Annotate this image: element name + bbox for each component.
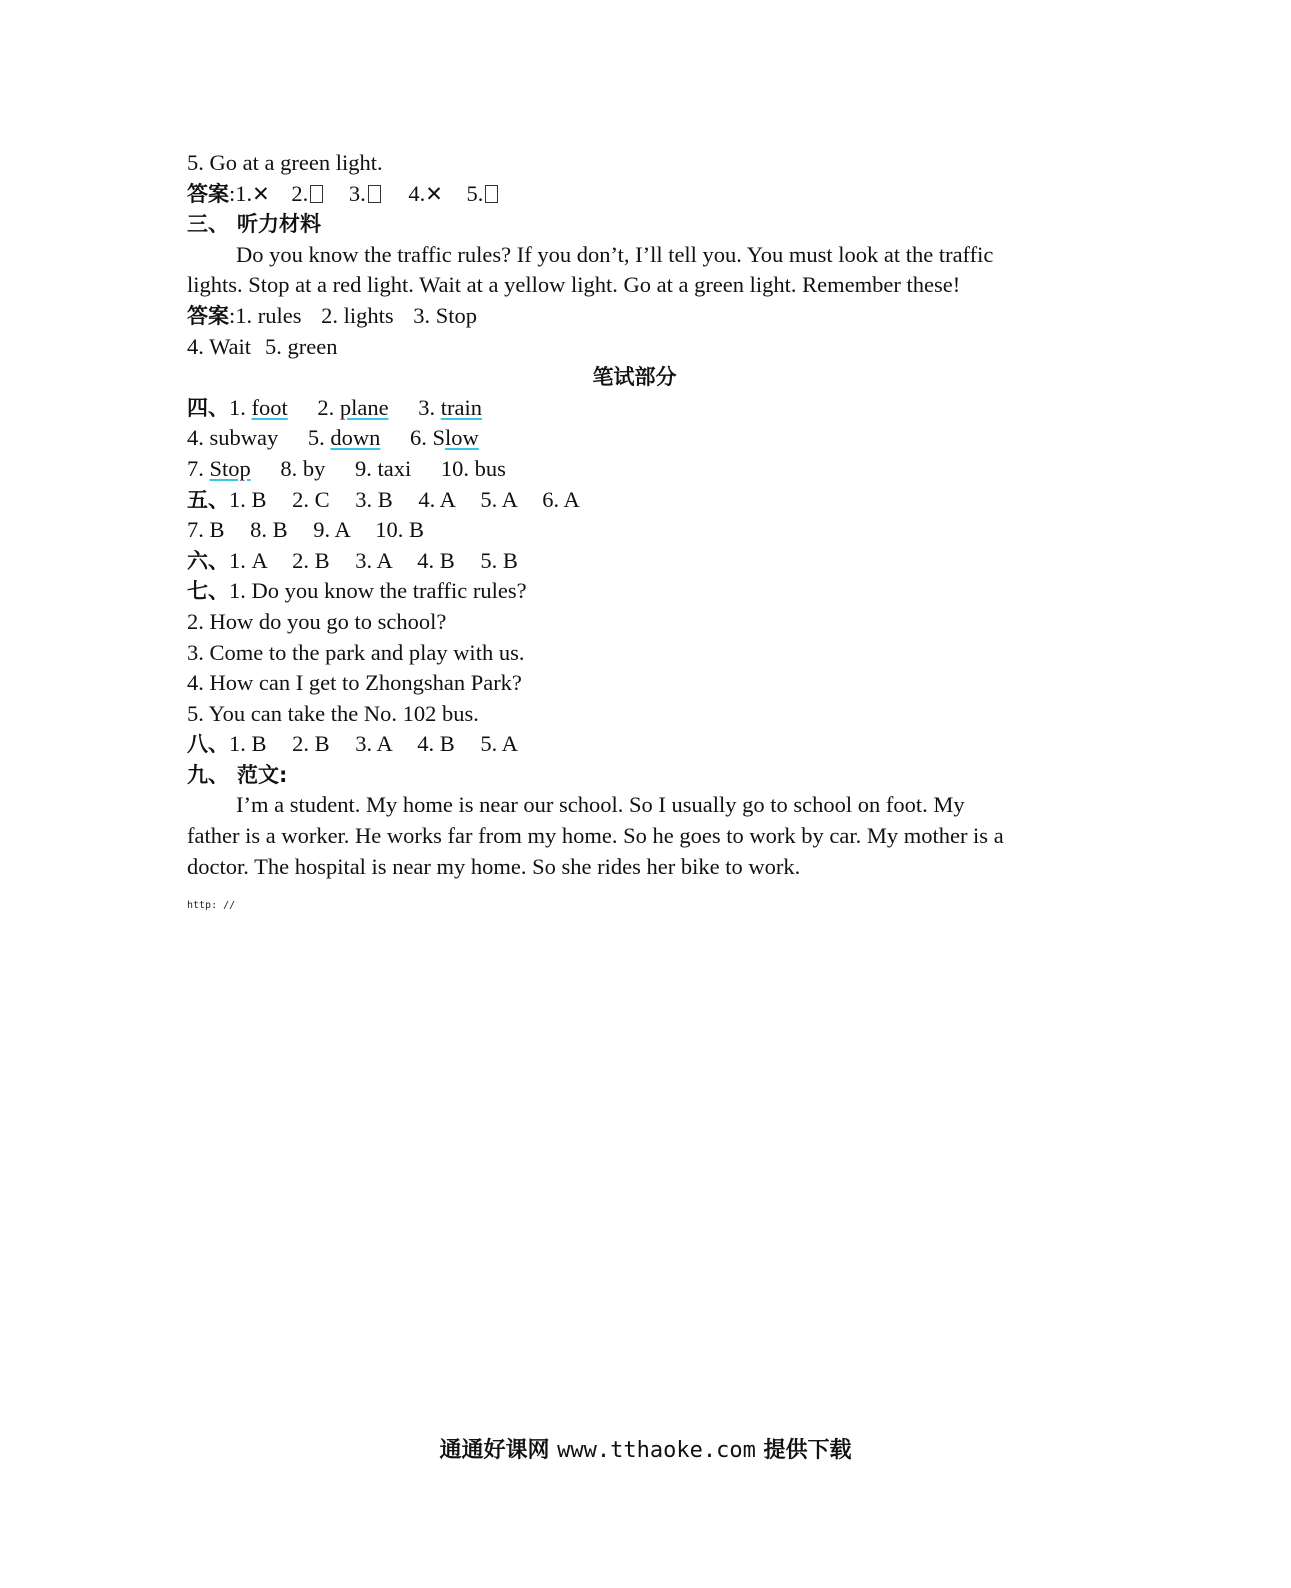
section-7-sentence-1: 七、1. Do you know the traffic rules? [187, 578, 527, 604]
footer-domain-link[interactable]: www.tthaoke.com [557, 1438, 756, 1463]
passage-line-2: lights. Stop at a red light. Wait at a yellow light. Go at a green light. Remember these! [187, 272, 961, 298]
section-3-heading: 三、 听力材料 [187, 212, 321, 237]
section-9-heading: 九、 范文: [187, 762, 288, 787]
cross-icon: ✕ [425, 181, 443, 206]
section-7-sentence-4: 4. How can I get to Zhongshan Park? [187, 670, 522, 696]
answer-label: 答案 [187, 303, 229, 328]
answer-row-part2: 答案:1.✕ 2. 3. 4.✕ 5. [187, 179, 1092, 210]
section-4-row-3: 7. Stop 8. by 9. taxi 10. bus [187, 455, 506, 481]
checkbox-glyph-icon [310, 185, 323, 203]
section-5-row-2: 7. B 8. B 9. A 10. B [187, 517, 424, 543]
section-7-sentence-3: 3. Come to the park and play with us. [187, 639, 525, 665]
answer-row-part3: 答案:1. rules 2. lights 3. Stop [187, 302, 478, 328]
checkbox-glyph-icon [485, 185, 498, 203]
checkbox-glyph-icon [368, 185, 381, 203]
essay-line-2: father is a worker. He works far from my home. So he goes to work by car. My mother is a [187, 823, 1004, 849]
listening-item-5: 5. Go at a green light. [187, 150, 383, 175]
section-4-row-2: 4. subway 5. down 6. Slow [187, 425, 479, 451]
footer-banner [0, 1433, 1291, 1464]
section-7-sentence-5: 5. You can take the No. 102 bus. [187, 700, 479, 726]
answer-label: 答案 [187, 181, 229, 206]
footer-suffix: 提供下载 [763, 1438, 852, 1463]
cross-icon: ✕ [252, 181, 270, 206]
section-7-sentence-2: 2. How do you go to school? [187, 608, 447, 634]
document-page [187, 148, 1092, 882]
section-6-row-1: 六、1. A 2. B 3. A 4. B 5. B [187, 547, 518, 573]
url-text: http: // [187, 900, 236, 911]
section-8-row-1: 八、1. B 2. B 3. A 4. B 5. A [187, 731, 518, 757]
section-4-row-1: 四、1. foot 2. plane 3. train [187, 394, 482, 420]
footer-site-name: 通通好课网 [439, 1438, 550, 1463]
essay-line-3: doctor. The hospital is near my home. So she rides her bike to work. [187, 853, 801, 879]
passage-line-1: Do you know the traffic rules? If you don’t, I’ll tell you. You must look at the traffic [236, 241, 994, 267]
written-section-title: 笔试部分 [592, 365, 677, 390]
section-5-row-1: 五、1. B 2. C 3. B 4. A 5. A 6. A [187, 486, 580, 512]
answer-row-part3-cont: 4. Wait 5. green [187, 333, 338, 359]
essay-line-1: I’m a student. My home is near our school. So I usually go to school on foot. My [236, 792, 965, 818]
